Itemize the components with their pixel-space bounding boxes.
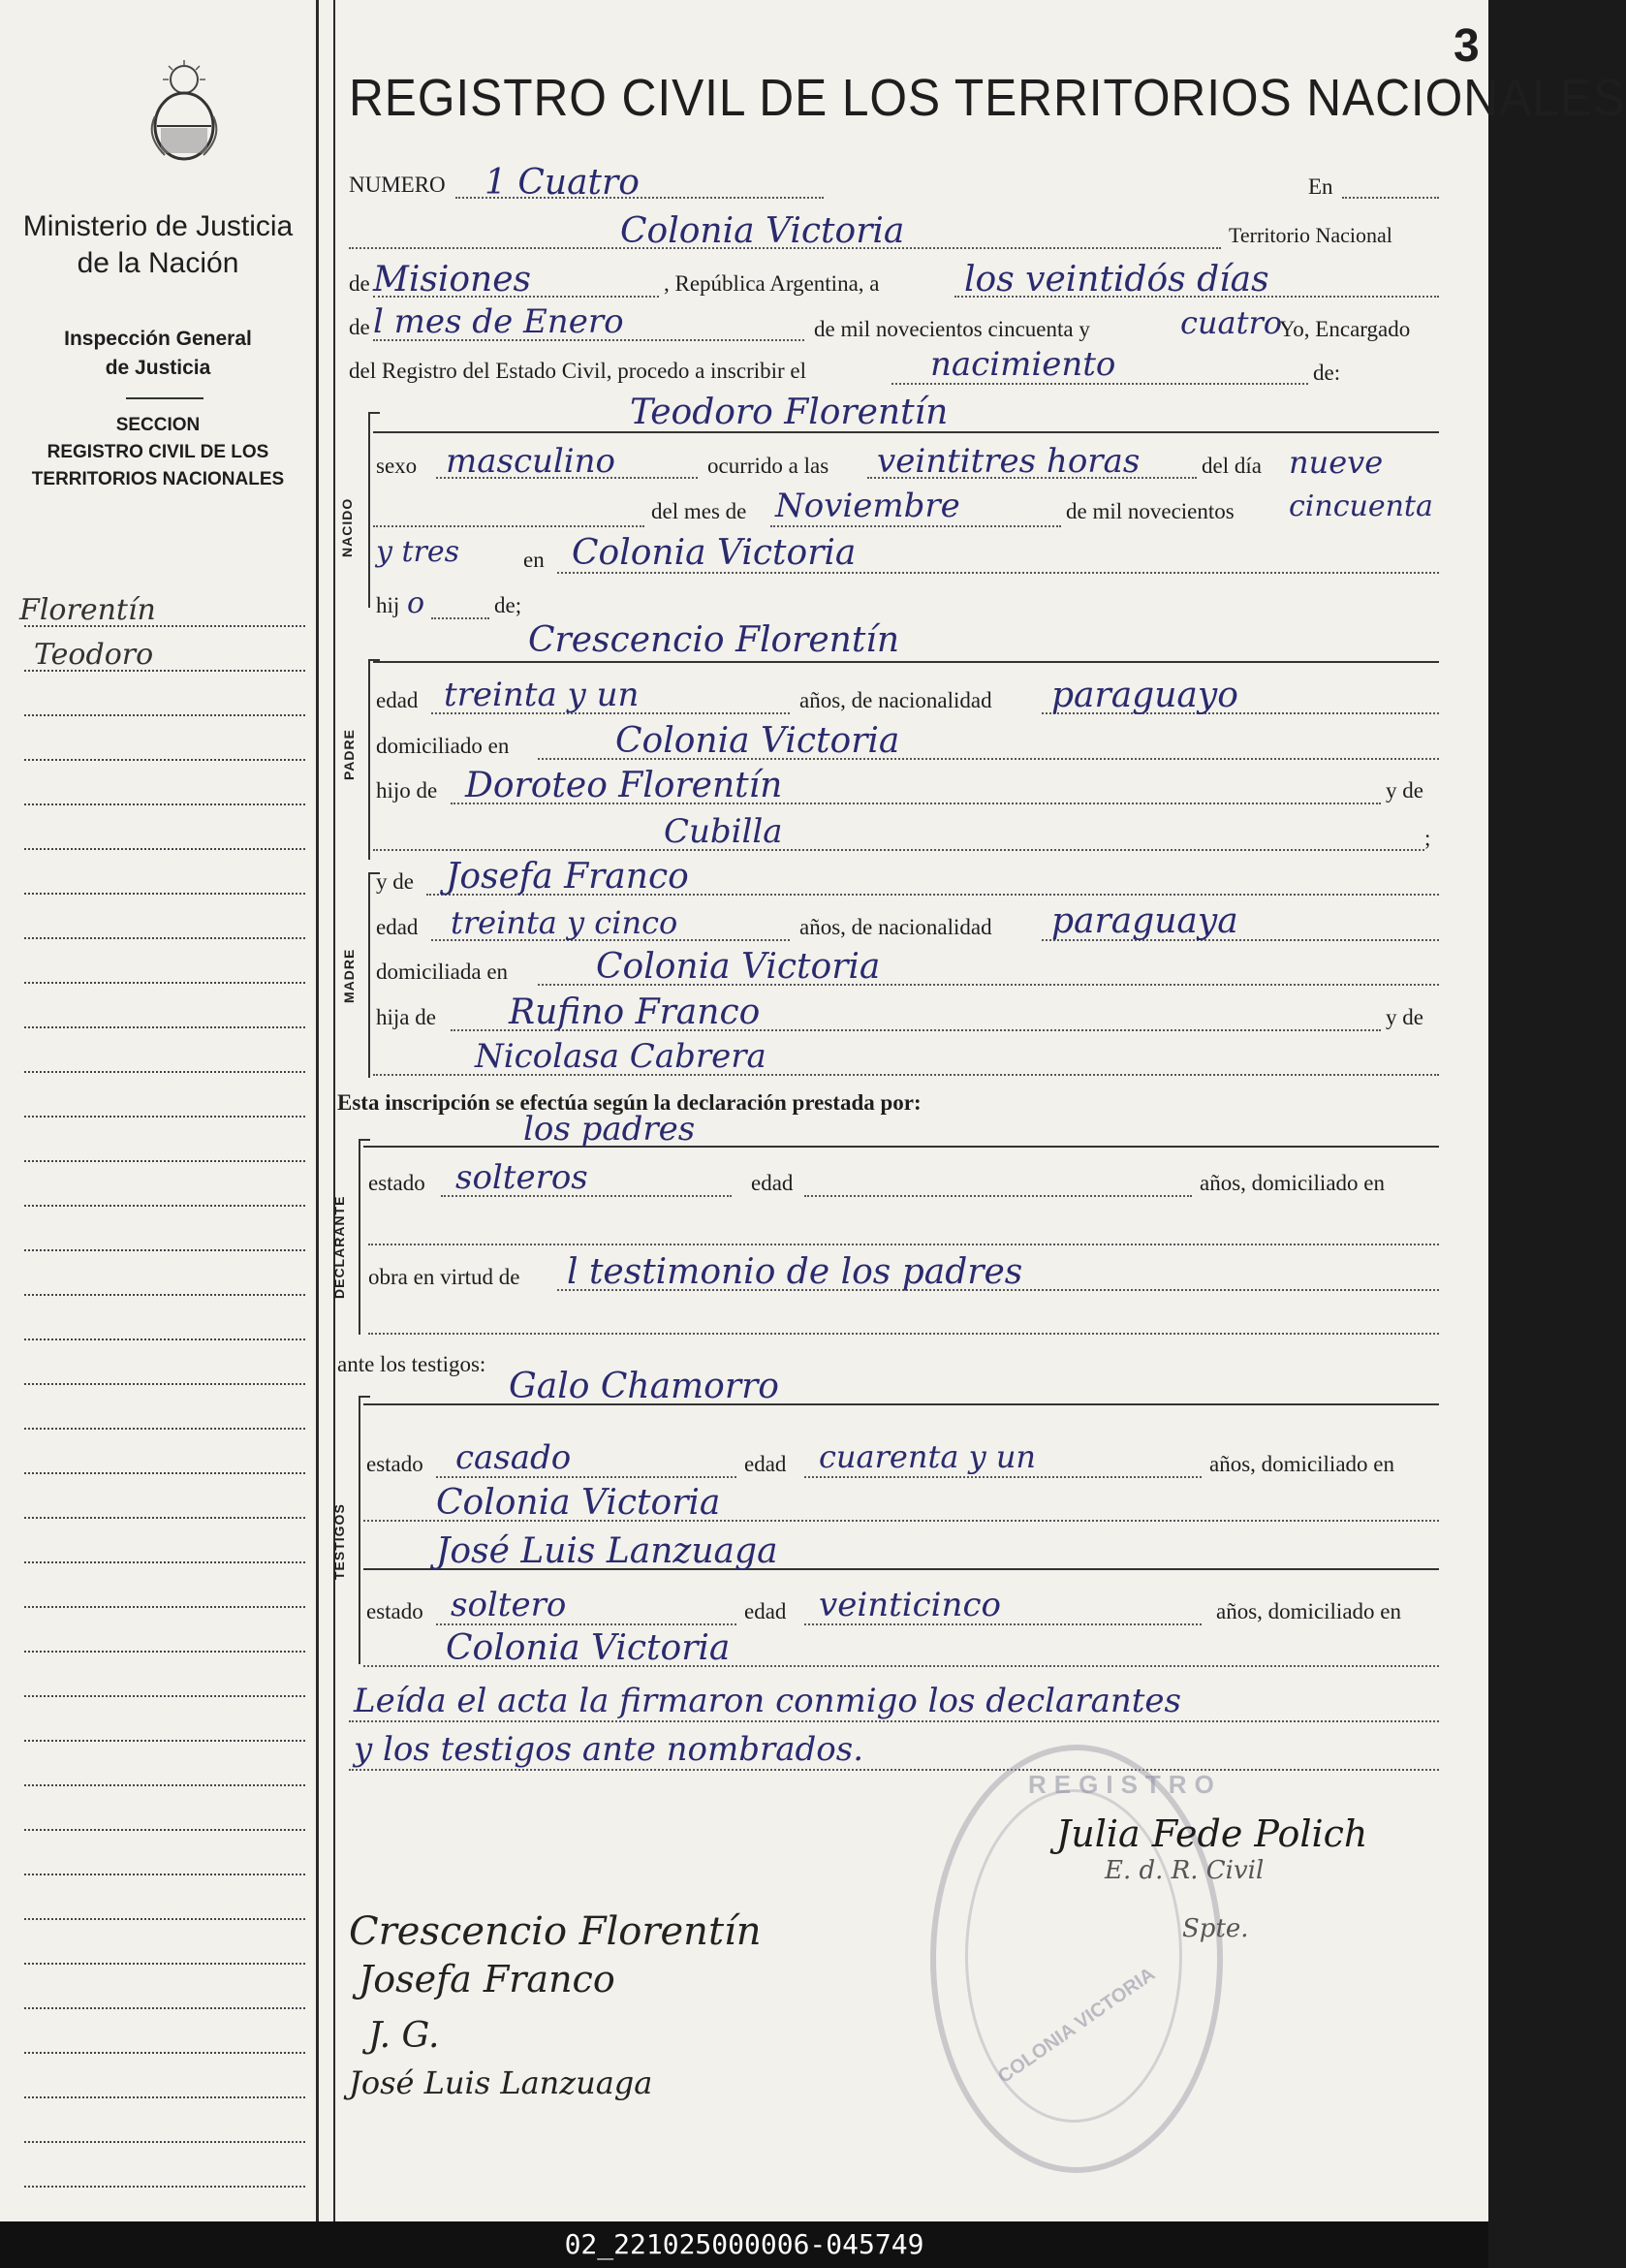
padre-edad-value: treinta y un [444,676,640,714]
madre-side-label: MADRE [341,948,357,1003]
margin-ruled-line [24,1071,305,1073]
hijo-de-label: de; [494,593,522,617]
w1-dom-value: Colonia Victoria [436,1483,721,1523]
section-line-1: SECCION [115,415,201,435]
signature-witness-2: José Luis Lanzuaga [349,2064,653,2101]
yo-label: Yo, Encargado [1279,317,1411,341]
margin-ruled-line [24,2096,305,2098]
section-name [0,412,316,493]
file-id-bar [0,2221,1488,2268]
madre-dom-label: domiciliada en [376,960,509,984]
nacido-place-value: Colonia Victoria [572,533,857,573]
madre-father-value: Rufino Franco [509,992,761,1032]
padre-mother-line [373,849,1424,851]
margin-ruled-line [24,2052,305,2054]
madre-dom-value: Colonia Victoria [596,947,881,987]
declarante-side-label: DECLARANTE [331,1195,347,1299]
closing-text-1: Leída el acta la firmaron conmigo los declarantes [354,1682,1181,1720]
margin-ruled-line [24,2007,305,2009]
margin-ruled-line [24,1428,305,1430]
de3-label: de: [1313,361,1341,385]
officer-sub: Spte. [1182,1914,1249,1943]
declarante-extra-line [368,1333,1439,1335]
w2-estado-value: soltero [451,1586,567,1624]
declarante-anos-label: años, domiciliado en [1200,1171,1385,1195]
w2-anos-label: años, domiciliado en [1216,1599,1401,1623]
margin-ruled-line [24,1606,305,1608]
margin-ruled-line [24,1026,305,1028]
declarante-intro: Esta inscripción se efectúa según la declaración prestada por: [337,1090,922,1115]
nacido-mes-pre-line [373,525,644,527]
nacido-bracket [368,412,380,608]
madre-yde2-label: y de [1386,1005,1423,1029]
nacido-day-value: nueve [1289,444,1384,481]
sexo-value: masculino [446,442,616,481]
signature-father: Crescencio Florentín [349,1909,762,1954]
margin-ruled-line [24,982,305,984]
stamp-side-text: COLONIA VICTORIA [994,1963,1160,2089]
nacido-name-value: Teodoro Florentín [630,393,949,432]
margin-ruled-line [24,1294,305,1296]
nacido-mil-label: de mil novecientos [1066,499,1235,523]
margin-ruled-line [24,625,305,627]
closing-line-1 [349,1720,1439,1722]
hijo-suffix-line [431,617,489,619]
numero-value: 1 Cuatro [485,163,640,203]
declarante-bracket [359,1139,370,1335]
padre-name-line [373,661,1439,663]
page-number: 3 [1454,20,1480,72]
nacido-month-value: Noviembre [775,487,960,525]
en-label: En [1308,174,1333,199]
year-value: cuatro [1180,304,1283,341]
territorio-label: Territorio Nacional [1229,223,1392,247]
place-value: Colonia Victoria [620,211,905,251]
coat-of-arms-icon [136,58,233,165]
w2-edad-value: veinticinco [819,1586,1001,1624]
margin-ruled-line [24,1517,305,1519]
registry-stamp [930,1745,1223,2173]
margin-ruled-line [24,803,305,805]
ministry-line-2: de la Nación [77,247,239,279]
w1-estado-value: casado [455,1438,572,1477]
madre-yde-label: y de [376,869,414,894]
w1-edad-line [804,1476,1202,1478]
margin-note-surname: Florentín [19,593,156,627]
margin-ruled-line [24,1561,305,1563]
act-value: nacimiento [930,345,1116,384]
republica-label: , República Argentina, a [664,271,880,296]
margin-ruled-line [24,1874,305,1875]
w1-name-value: Galo Chamorro [509,1367,779,1406]
margin-ruled-line [24,1205,305,1207]
dia-label: del día [1202,454,1262,478]
madre-edad-value: treinta y cinco [451,904,678,941]
madre-mother-value: Nicolasa Cabrera [475,1037,766,1076]
margin-ruled-line [24,714,305,716]
margin-ruled-line [24,2186,305,2188]
padre-father-value: Doroteo Florentín [465,766,783,805]
w1-estado-label: estado [366,1452,423,1476]
signature-mother: Josefa Franco [359,1958,615,2000]
margin-divider-inner [333,0,335,2221]
nacido-year-value: cincuenta [1289,489,1433,523]
officer-signature: Julia Fede Polich [1056,1812,1368,1855]
margin-ruled-line [24,1695,305,1697]
madre-nac-value: paraguaya [1051,901,1238,941]
margin-ruled-line [24,1651,305,1653]
declarante-estado-value: solteros [455,1158,588,1197]
madre-nac-label: años, de nacionalidad [799,915,992,939]
nacido-year-value-2: y tres [376,535,460,569]
padre-yde-label: y de [1386,778,1423,803]
declarante-name-value: los padres [523,1110,696,1149]
margin-ruled-line [24,893,305,895]
padre-name-value: Crescencio Florentín [528,620,900,660]
section-divider [126,397,203,399]
hijo-suffix: o [407,586,425,620]
margin-ruled-line [24,848,305,850]
declarante-edad-label: edad [751,1171,794,1195]
nacido-side-label: NACIDO [339,497,355,557]
numero-label: NUMERO [349,173,446,197]
padre-nac-label: años, de nacionalidad [799,688,992,712]
margin-ruled-line [24,670,305,672]
margin-ruled-line [24,1829,305,1831]
file-id: 02_221025000006-045749 [564,2228,924,2260]
declarante-obra-value: l testimonio de los padres [567,1252,1023,1292]
margin-ruled-line [24,2141,305,2143]
province-value: Misiones [373,260,532,299]
declarante-edad-line [804,1195,1192,1197]
margin-ruled-line [24,1339,305,1340]
stamp-top-text: REGISTRO [1028,1770,1222,1799]
margin-ruled-line [24,1160,305,1162]
padre-dom-label: domiciliado en [376,734,510,758]
officer-title: E. d. R. Civil [1105,1856,1265,1885]
madre-hija-label: hija de [376,1005,436,1029]
nacido-en-label: en [523,548,545,572]
testigos-side-label: TESTIGOS [331,1503,347,1580]
margin-ruled-line [24,1918,305,1920]
w2-dom-value: Colonia Victoria [446,1628,731,1668]
registro-label: del Registro del Estado Civil, procedo a inscribir el [349,359,807,383]
inspection-name [0,325,316,383]
madre-name-value: Josefa Franco [446,857,689,897]
padre-semicolon: ; [1424,826,1431,850]
day-value: los veintidós días [964,260,1269,299]
w1-anos-label: años, domiciliado en [1209,1452,1394,1476]
section-line-2: REGISTRO CIVIL DE LOS [47,442,269,462]
nacido-month-line [770,525,1061,527]
en-line [1342,197,1439,199]
signature-witness-1: J. G. [368,2016,440,2056]
ocurrido-label: ocurrido a las [707,454,829,478]
inspection-line-2: de Justicia [105,357,211,379]
hijo-label: hij [376,593,400,617]
padre-nac-value: paraguayo [1051,676,1238,715]
declarante-estado-label: estado [368,1171,425,1195]
margin-ruled-line [24,937,305,939]
padre-mother-value: Cubilla [664,812,783,851]
ministry-name [0,208,316,282]
closing-text-2: y los testigos ante nombrados. [354,1730,864,1769]
section-line-3: TERRITORIOS NACIONALES [31,469,285,489]
padre-dom-value: Colonia Victoria [615,721,900,761]
month-value: l mes de Enero [373,302,624,341]
w2-edad-label: edad [744,1599,787,1623]
testigos-intro: ante los testigos: [337,1352,486,1376]
w2-estado-label: estado [366,1599,423,1623]
inspection-line-1: Inspección General [64,328,252,350]
margin-ruled-line [24,1383,305,1385]
margin-ruled-line [24,759,305,761]
w2-name-value: José Luis Lanzuaga [436,1531,778,1571]
margin-ruled-line [24,1740,305,1742]
mes-label: del mes de [651,499,747,523]
hour-value: veintitres horas [877,442,1141,481]
de-label: de [349,271,370,296]
margin-divider [316,0,319,2221]
declarante-dom-line [368,1244,1439,1245]
margin-note-given-name: Teodoro [34,638,154,672]
padre-hijo-label: hijo de [376,778,438,803]
de2-label: de [349,315,370,339]
ministry-line-1: Ministerio de Justicia [22,210,294,242]
margin-ruled-line [24,1249,305,1251]
margin-ruled-line [24,1963,305,1965]
madre-edad-label: edad [376,915,419,939]
declarante-obra-label: obra en virtud de [368,1265,520,1289]
padre-edad-label: edad [376,688,419,712]
margin-ruled-line [24,1116,305,1118]
margin-ruled-line [24,1472,305,1474]
sexo-label: sexo [376,454,418,478]
w1-edad-label: edad [744,1452,787,1476]
margin-ruled-line [24,1784,305,1786]
padre-side-label: PADRE [341,729,357,780]
w1-edad-value: cuarenta y un [819,1438,1037,1475]
closing-line-2 [349,1769,1439,1771]
document-title: REGISTRO CIVIL DE LOS TERRITORIOS NACIONALES [349,69,1626,127]
mil-label: de mil novecientos cincuenta y [814,317,1090,341]
